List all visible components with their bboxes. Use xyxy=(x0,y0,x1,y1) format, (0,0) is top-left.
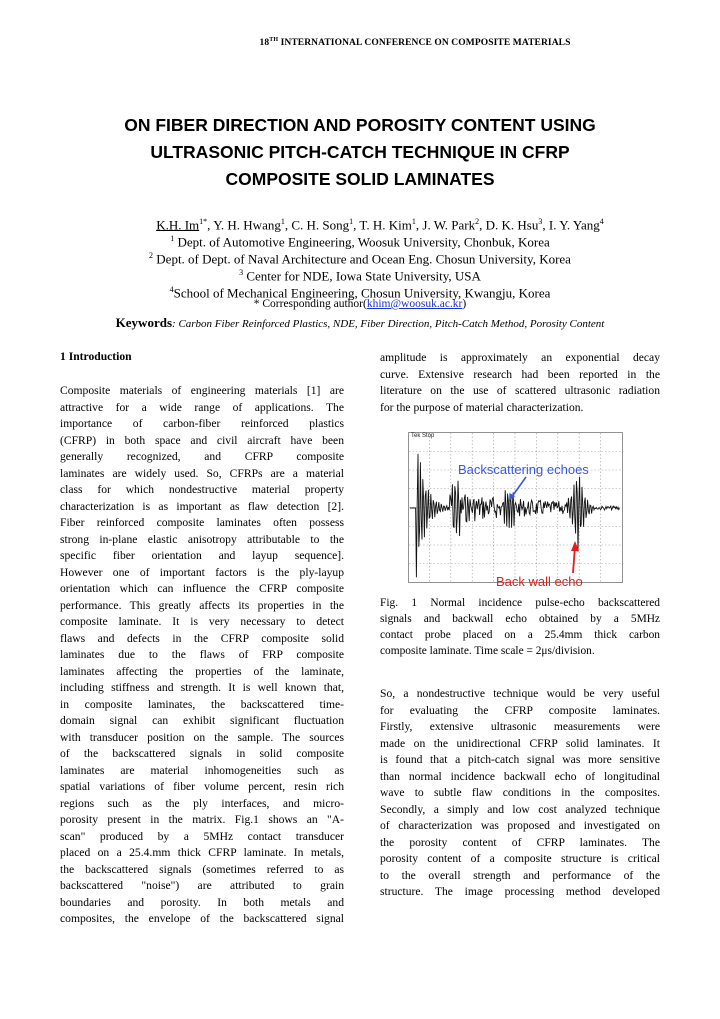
text-line: wave to subtle flaw conditions in the composites. xyxy=(380,786,660,799)
text-line: to the overall strength and performance of the xyxy=(380,868,660,882)
text-line: However one of important factors is the ply-layup xyxy=(60,565,344,579)
right-column-text-bottom xyxy=(380,686,660,901)
text-line: (CFRP) in both space and civil aircraft have been xyxy=(60,433,344,447)
affiliation-1: $^1$ Dept. of Automotive Engineering, Woosuk University, Chonbuk, Korea xyxy=(170,234,550,250)
caption-line: signals and backwall echo obtained by a 5MHz xyxy=(380,613,660,625)
text-line: with transducer position on the sample. The sources xyxy=(60,730,344,744)
text-line: specific fiber orientation and layup sequence]. xyxy=(60,549,344,562)
text-line: Composite materials of engineering materials [1] are xyxy=(60,384,344,397)
corresponding-author: * Corresponding author(khim@woosuk.ac.kr) xyxy=(253,298,467,310)
text-line: porosity present in the matrix. Fig.1 shows an "A- xyxy=(60,813,344,826)
keywords: Keywords: Carbon Fiber Reinforced Plastics, NDE, Fiber Direction, Pitch-Catch Method, Porosity Content xyxy=(115,315,605,330)
text-line: performance. This greatly affects its properties in the xyxy=(60,598,344,612)
text-line: laminates are widely used. So, CFRPs are a material xyxy=(60,466,344,480)
email-link[interactable]: khim@woosuk.ac.kr xyxy=(366,298,463,310)
text-line: of characterization was proposed and investigated on xyxy=(380,819,660,832)
text-line: scan" produced by a 5MHz contact transducer xyxy=(60,829,344,843)
text-line: generally recognized, and CFRP composite xyxy=(60,450,344,463)
text-line: backscattered "noise") are attributed to grain xyxy=(60,879,344,892)
author-list: K.H. $Im^{1*}$, Y. H. Hwang$^1$, C. H. Song$^1$, T. H. Kim$^1$, J. W. Park$^2$, D. K. Hsu$^3$, I. Y. Yang$^4$ xyxy=(156,217,604,233)
text-line: amplitude is approximately an exponential decay xyxy=(380,351,660,364)
title-line-2: ULTRASONIC PITCH-CATCH TECHNIQUE IN CFRP xyxy=(150,142,570,162)
caption-line: contact probe placed on a 25.4mm thick carbon xyxy=(380,629,660,641)
title-line-1: ON FIBER DIRECTION AND POROSITY CONTENT USING xyxy=(124,115,596,135)
scope-label: Tek Stop xyxy=(411,433,435,439)
text-line: the porosity content of CFRP laminates. The xyxy=(380,835,660,849)
text-line: literature on the use of scattered ultrasonic radiation xyxy=(380,384,660,397)
text-line: composite laminate. It is very necessary to detect xyxy=(60,615,344,628)
caption-line: composite laminate. Time scale = 2μs/division. xyxy=(380,645,595,657)
text-line: curve. Extensive research had been reported in the xyxy=(380,367,660,381)
text-line: domain signal can exhibit significant fluctuation xyxy=(60,714,344,727)
affiliation-4: $^4$School of Mechanical Engineering, Chosun University, Kwangju, Korea xyxy=(169,285,551,301)
text-line: Fiber reinforced composite laminates often possess xyxy=(60,516,344,529)
text-line: orientation which can influence the CFRP composite xyxy=(60,582,344,595)
affiliation-3: $^3$ Center for NDE, Iowa State University, USA xyxy=(239,268,481,284)
label-backscattering: Backscattering echoes xyxy=(458,462,589,477)
affiliation-2: $^2$ Dept. of Dept. of Naval Architecture and Ocean Eng. Chosun University, Korea xyxy=(149,251,571,267)
text-line: in composite laminates, the backscattered time- xyxy=(60,697,344,711)
left-column-text xyxy=(60,383,344,928)
text-line: regions such as the ply interfaces, and micro- xyxy=(60,796,344,810)
text-line: structure. The image processing method developed xyxy=(380,885,660,898)
section-heading: 1 Introduction xyxy=(60,350,132,363)
text-line: porosity content of a composite structure is critical xyxy=(380,852,660,865)
text-line: for evaluating the CFRP composite laminates. xyxy=(380,703,660,717)
title-line-3: COMPOSITE SOLID LAMINATES xyxy=(225,169,495,189)
text-line: Firstly, extensive ultrasonic measurements were xyxy=(380,720,660,733)
text-line: Secondly, a simply and low cost analyzed technique xyxy=(380,802,660,816)
caption-line: Fig. 1 Normal incidence pulse-echo backscattered xyxy=(380,597,660,609)
text-line: strong in-plane elastic anisotropy attributable to the xyxy=(60,532,344,546)
label-backwall: Back wall echo xyxy=(496,574,583,589)
paper-title xyxy=(60,112,660,193)
text-line: laminates affecting the properties of the laminate, xyxy=(60,664,344,678)
figure-caption xyxy=(380,595,660,659)
author-link-im[interactable]: K.H. Im xyxy=(156,217,200,233)
text-line: including stiffness and strength. It is well known that, xyxy=(60,681,344,694)
text-line: for the purpose of material characterization. xyxy=(380,400,584,414)
text-line: made on the unidirectional CFRP solid laminates. It xyxy=(380,736,660,750)
text-line: class for which nondestructive material property xyxy=(60,483,344,496)
text-line: spatial variations of fiber volume percent, resin rich xyxy=(60,780,344,793)
text-line: laminates due to the flaws of FRP composite xyxy=(60,648,344,661)
text-line: importance of carbon-fiber reinforced plastics xyxy=(60,417,344,430)
text-line: boundaries and porosity. In both metals and xyxy=(60,895,344,909)
text-line: of the backscattered signals in solid composite xyxy=(60,747,344,760)
running-head: 18TH INTERNATIONAL CONFERENCE ON COMPOSITE MATERIALS xyxy=(259,37,571,49)
text-line: flaws and defects in the CFRP composite solid xyxy=(60,631,344,645)
text-line: the backscattered signals (sometimes referred to as xyxy=(60,862,344,876)
text-line: So, a nondestructive technique would be very useful xyxy=(380,687,660,700)
text-line: is found that a pitch-catch signal was more sensitive xyxy=(380,753,660,766)
figure-1-oscilloscope xyxy=(408,428,623,596)
text-line: placed on a 25.4.mm thick CFRP laminate. In metals, xyxy=(60,846,344,859)
text-line: than normal incidence backwall echo of longitudinal xyxy=(380,769,660,783)
text-line: attractive for a wide range of applications. The xyxy=(60,400,344,414)
text-line: laminates are material inhomogeneities such as xyxy=(60,763,344,777)
text-line: characterization is as important as flaw detection [2]. xyxy=(60,499,344,513)
text-line: composites, the envelope of the backscattered signal xyxy=(60,912,344,925)
right-column-text-top xyxy=(380,350,660,416)
